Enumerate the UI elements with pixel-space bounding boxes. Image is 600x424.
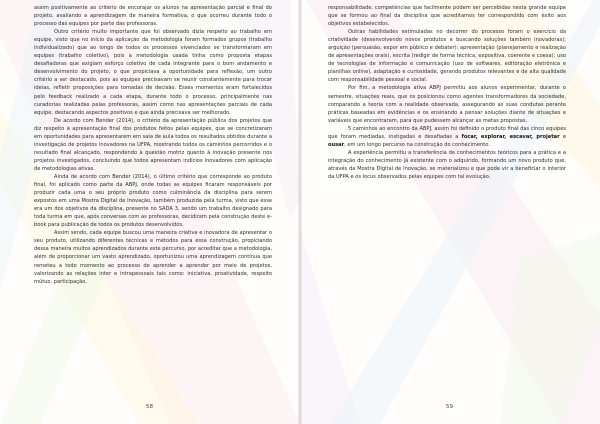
paragraph: responsabilidade, competências que facilmente podem ser percebidas nesta grande equipe que se formou ao final da disciplina que acreditamos ter correspondido com êxito aos objetivos estabelecidos. <box>328 5 566 28</box>
page-number: 58 <box>146 404 153 410</box>
right-text-column <box>328 4 566 181</box>
paragraph: Por fim, a metodologia ativa ABPJ permitiu aos alunos experimentar, durante o semestre, situações reais, que os posicionou como agentes transformadores da sociedade, comparando a teoria com a realidade observada, assegurando as suas condutas perante práticas baseadas em evidências e os ensinando a pensar soluções diante de situações e variáveis que encontraram, para que pudessem alcançar as metas propostas. <box>328 85 566 124</box>
paragraph: assim positivamente ao critério de encorajar os alunos na apresentação parcial e final do projeto, avaliando a aprendizagem de maneira formativa, o que ocorreu durante todo o processo das equipes por parte das professoras. <box>34 5 272 28</box>
bold-conjunction: e <box>559 133 566 140</box>
paragraph: Outro critério muito importante que foi observado dizia respeito ao trabalho em equipe, visto que no início da aplicação da metodologia foram formados grupos (trabalho individualizado) que ao longo de todos os processos vivenciados se transformaram em equipes (trabalho coletivo), pois a metodologia usada tinha como proposta etapas desafiadoras que exigiam esforço coletivo de cada integrante para o bom andamento e desenvolvimento do projeto, o que propiciava a oportunidade para reflexão, um outro critério a ser destacado, pois as equipes precisavam se reunir constantemente para trocar ideias, refletir proposições para tomadas de decisão. Esses momentos eram fortalecidos pelo feedback realizado a cada etapa, durante todo o processo, principalmente nas curadorias realizadas pelas professoras, assim como nas apresentações parciais de cada equipe, destacando aspectos positivos e que ainda precisava ser melhorado. <box>34 29 272 116</box>
right-page <box>300 0 600 424</box>
paragraph-tail: , em um longo percurso na construção do conhecimento. <box>344 141 490 148</box>
bold-verb-last: ousar <box>328 141 345 148</box>
paragraph-lead: 5 caminhos ao encontro da ABPJ, assim foi definido o produto final das cinco equipes que foram mediadas, instigadas e desafiadas a <box>328 125 566 140</box>
bold-verbs: focar, explorar, escavar, projetar <box>461 133 560 140</box>
paragraph <box>328 125 566 149</box>
left-text-column <box>34 4 272 286</box>
paragraph: Outras habilidades estimuladas no decorrer do processo foram o exercício da criatividade (desenvolvendo novos produtos e buscando soluções também inovadoras); arguição (persuasão, expor em público e debater); apresentação (planejamento e realização de apresentações orais), escrita (redigir de forma técnica, expositiva, coerente e coesa); uso de tecnologias de informação e comunicação (uso de softwares, editoração eletrônica e planilhas online), adaptação e curiosidade, gerando produtos relevantes e de alta qualidade com responsabilidade pessoal e social. <box>328 29 566 84</box>
paragraph: Ainda de acordo com Bender (2014), o último critério que corresponde ao produto final, foi aplicado como parte da ABPJ, onde todas as equipes ficaram responsáveis por produzir cada uma o seu próprio produto como culminância da disciplina para serem expostos em uma Mostra Digital de Inovação, também produzida pela turma, visto que esse era um dos objetivos da disciplina, presente no SADA 3, sendo um trabalho designado para toda turma em que, após conversas com as professoras, decidiram pela construção deste e-book para publicação de todos os produtos desenvolvidos. <box>34 173 272 229</box>
page-number: 59 <box>446 404 453 410</box>
paragraph: A experiência permitiu a transferência de conhecimentos teóricos para a prática e a integração do conhecimento já existente com o adquirido, formando um novo produto que, através da Mostra Digital de Inovação, se materializou e que pode vir a beneficiar o interior da UFPA e os locus observados pelas equipes com tal evolução. <box>328 149 566 180</box>
paragraph: Assim sendo, cada equipe buscou uma maneira criativa e inovadora de apresentar o seu produto, utilizando diferentes técnicas e métodos para essa construção, propiciando dessa maneira muitos aprendizados durante este percurso, por acreditar que a metodologia, além de proporcionar um vasto aprendizado, oportunizou uma aprendizagem contínua que remeteu a todo momento ao processo de aprender a aprender por meio de projetos, valorizando as relações inter e intrapessoais tais como: iniciativa, proatividade, respeito mútuo, participação, <box>34 230 272 285</box>
paragraph: De acordo com Bender (2014), o critério da apresentação pública dos projetos que diz respeito à apresentação final dos produtos feitos pelas equipes, que se concretizaram em oportunidades para apresentarem em sala de aula todos os resultados obtidos durante a investigação de projetos inovadores na UFPA, mostrando todos os caminhos percorridos e o resultado final alcançado, respondendo à questão motriz quanto à inovação presente nos projetos investigados, concluindo que todos apresentam indícios inovadores com aplicação de metodologias ativas. <box>34 117 272 172</box>
book-spine <box>298 0 302 424</box>
